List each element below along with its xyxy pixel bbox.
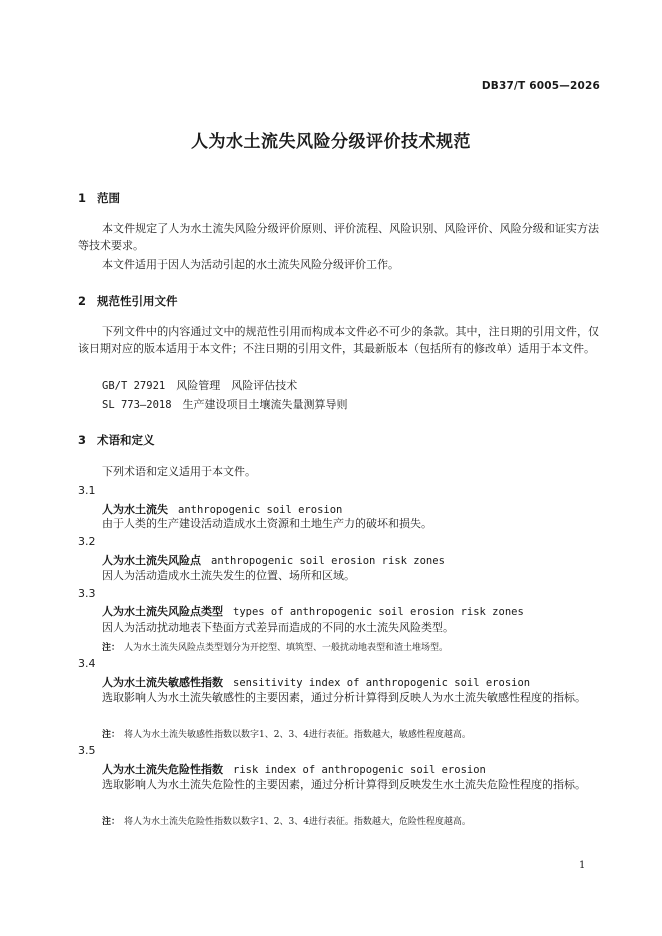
term-chinese: 人为水土流失风险点 <box>102 554 201 567</box>
term-english: anthropogenic soil erosion <box>178 504 343 516</box>
term-english: risk index of anthropogenic soil erosion <box>233 764 486 776</box>
term-note <box>102 640 448 653</box>
note-label: 注： <box>102 817 121 827</box>
section-heading-scope <box>78 190 120 206</box>
term-chinese: 人为水土流失危险性指数 <box>102 763 223 776</box>
term-entry <box>102 501 342 517</box>
term-number: 3.3 <box>78 587 96 600</box>
section-heading-terms <box>78 432 155 448</box>
reference-title: 风险管理 风险评估技术 <box>176 379 298 392</box>
scope-paragraph-2: 本文件适用于因人为活动引起的水土流失风险分级评价工作。 <box>102 258 399 271</box>
page-number: 1 <box>579 860 586 871</box>
normative-refs-intro: 下列文件中的内容通过文中的规范性引用而构成本文件必不可少的条款。其中，注日期的引用文件，仅该日期对应的版本适用于本文件；不注日期的引用文件，其最新版本（包括所有的修改单）适用于本文件。 <box>78 325 599 355</box>
term-english: sensitivity index of anthropogenic soil erosion <box>233 677 531 689</box>
reference-item <box>102 396 348 412</box>
note-text: 将人为水土流失敏感性指数以数字1、2、3、4进行表征。指数越大，敏感性程度越高。 <box>124 730 471 740</box>
section-title: 规范性引用文件 <box>97 294 178 308</box>
note-label: 注： <box>102 730 121 740</box>
term-number: 3.1 <box>78 484 96 497</box>
term-definition: 选取影响人为水土流失敏感性的主要因素，通过分析计算得到反映人为水土流失敏感性程度的指标。 <box>102 691 586 704</box>
term-chinese: 人为水土流失风险点类型 <box>102 605 223 618</box>
reference-code: SL 773—2018 <box>102 399 172 411</box>
term-number: 3.5 <box>78 744 96 757</box>
term-definition: 因人为活动扰动地表下垫面方式差异而造成的不同的水土流失风险类型。 <box>102 621 454 634</box>
term-definition: 选取影响人为水土流失危险性的主要因素，通过分析计算得到反映发生水土流失危险性程度的指标。 <box>102 778 586 791</box>
term-entry <box>102 761 486 777</box>
note-text: 人为水土流失风险点类型划分为开挖型、填筑型、一般扰动地表型和渣土堆场型。 <box>124 643 449 653</box>
term-english: types of anthropogenic soil erosion risk zones <box>233 606 524 618</box>
term-chinese: 人为水土流失 <box>102 503 168 516</box>
term-entry <box>102 603 524 619</box>
term-english: anthropogenic soil erosion risk zones <box>211 555 445 567</box>
term-number: 3.2 <box>78 535 96 548</box>
section-heading-normative-refs <box>78 293 178 309</box>
reference-code: GB/T 27921 <box>102 380 166 392</box>
term-definition: 由于人类的生产建设活动造成水土资源和土地生产力的破坏和损失。 <box>102 517 432 530</box>
section-title: 范围 <box>97 191 120 205</box>
term-number: 3.4 <box>78 657 96 670</box>
note-label: 注： <box>102 643 121 653</box>
section-number: 2 <box>78 294 87 308</box>
term-note <box>102 814 471 827</box>
section-number: 1 <box>78 191 87 205</box>
section-title: 术语和定义 <box>97 433 155 447</box>
term-note <box>102 727 471 740</box>
document-title: 人为水土流失风险分级评价技术规范 <box>191 132 471 152</box>
term-chinese: 人为水土流失敏感性指数 <box>102 676 223 689</box>
reference-title: 生产建设项目土壤流失量测算导则 <box>182 398 348 411</box>
reference-item <box>102 377 297 393</box>
term-entry <box>102 674 530 690</box>
terms-intro: 下列术语和定义适用于本文件。 <box>102 465 256 478</box>
term-definition: 因人为活动造成水土流失发生的位置、场所和区域。 <box>102 569 355 582</box>
scope-paragraph-1: 本文件规定了人为水土流失风险分级评价原则、评价流程、风险识别、风险评价、风险分级和证实方法等技术要求。 <box>78 222 599 252</box>
note-text: 将人为水土流失危险性指数以数字1、2、3、4进行表征。指数越大，危险性程度越高。 <box>124 817 471 827</box>
standard-code: DB37/T 6005—2026 <box>481 80 600 92</box>
section-number: 3 <box>78 433 87 447</box>
term-entry <box>102 552 445 568</box>
